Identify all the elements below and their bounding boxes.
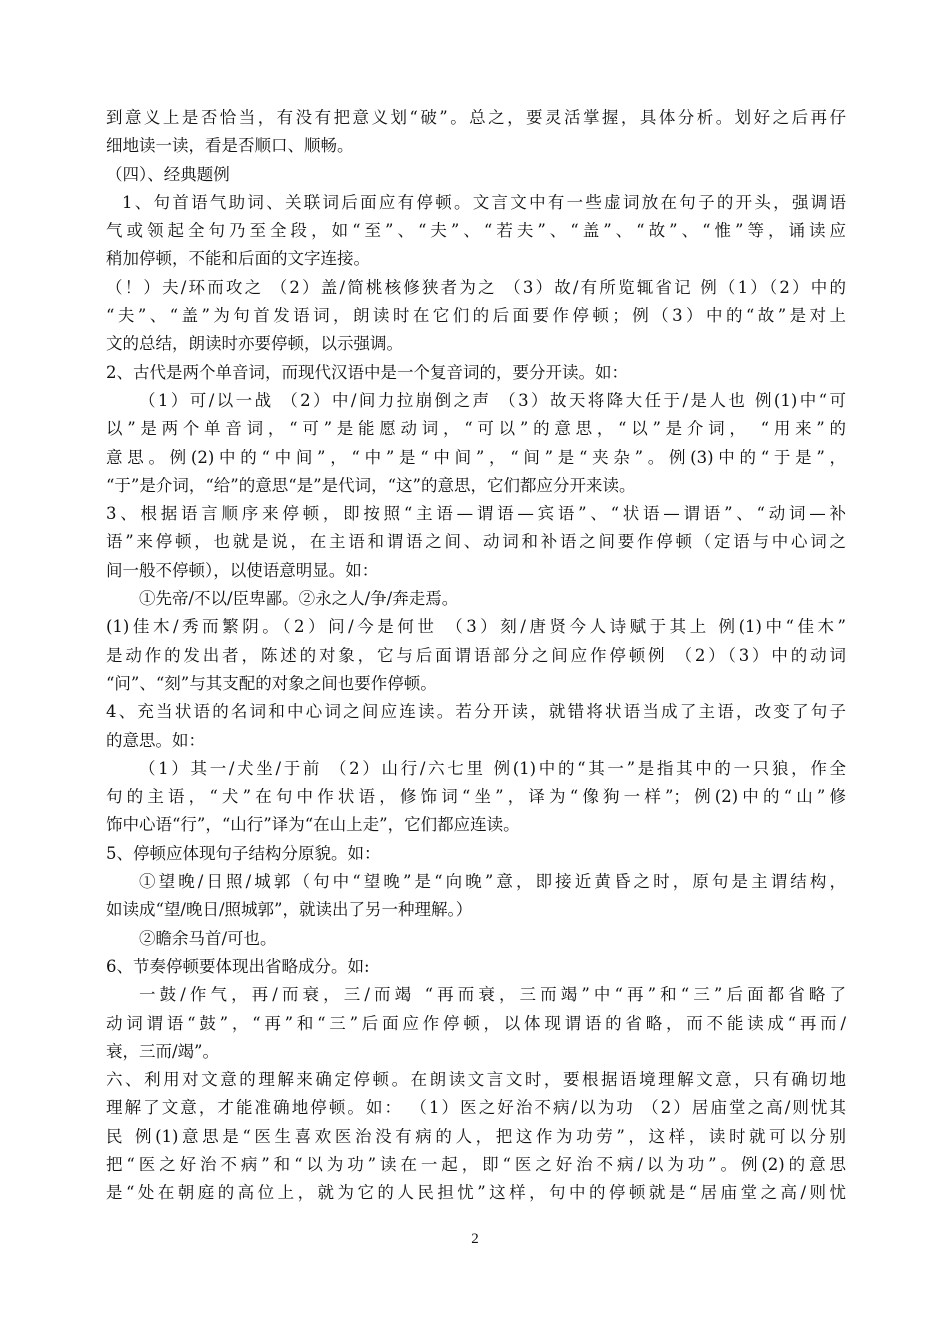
text-line: “问”、“刻”与其支配的对象之间也要作停顿。	[106, 673, 437, 693]
text-line: 2、古代是两个单音词，而现代汉语中是一个复音词的，要分开读。如：	[106, 362, 628, 382]
text-line: 气或领起全句乃至全段，如“至”、“夫”、“若夫”、“盖”、“故”、“惟”等，诵读应	[106, 221, 846, 241]
text-line: 6、节奏停顿要体现出省略成分。如:	[106, 956, 370, 976]
text-line: 饰中心语“行”，“山行”译为“在山上走”，它们都应连读。	[106, 815, 520, 835]
text-line: 稍加停顿，不能和后面的文字连接。	[106, 249, 370, 269]
text-line: 意思。例(2)中的“中间”，“中”是“中间”，“间”是“夹杂”。例(3)中的“于是”，	[106, 447, 846, 467]
text-line: 是动作的发出者，陈述的对象，它与后面谓语部分之间应作停顿例 （2）（3）中的动词	[106, 645, 846, 665]
text-line: 理解了文意，才能准确地停顿。如： （1）医之好治不病/以为功 （2）居庙堂之高/则忧其	[106, 1098, 846, 1118]
text-line: （四）、经典题例	[106, 164, 230, 184]
text-line: 如读成“望/晚日/照城郭”，就读出了另一种理解。）	[106, 900, 473, 920]
text-line: ①望晚/日照/城郭（句中“望晚”是“向晚”意，即接近黄昏之时，原句是主谓结构，	[139, 872, 846, 892]
text-line: 衰，三而/竭”。	[106, 1041, 219, 1061]
text-line: 5、停顿应体现句子结构分原貌。如：	[106, 843, 381, 863]
text-line: （1）其一/犬坐/于前 （2）山行/六七里 例(1)中的“其一”是指其中的一只狼，作全	[139, 758, 846, 778]
document-body	[106, 104, 846, 1208]
text-line: ①先帝/不以/臣卑鄙。②永之人/争/奔走焉。	[139, 589, 459, 609]
text-line: 到意义上是否恰当，有没有把意义划“破”。总之，要灵活掌握，具体分析。划好之后再仔	[106, 108, 846, 127]
text-line: 文的总结，朗读时亦要停顿，以示强调。	[106, 334, 403, 354]
text-line: 六、利用对文意的理解来确定停顿。在朗读文言文时，要根据语境理解文意，只有确切地	[106, 1070, 846, 1090]
text-line: 1、句首语气助词、关联词后面应有停顿。文言文中有一些虚词放在句子的开头，强调语	[122, 192, 846, 212]
text-line: 民 例(1)意思是“医生喜欢医治没有病的人，把这作为功劳”，这样，读时就可以分别	[106, 1126, 846, 1146]
text-line: （！）夫/环而攻之 （2）盖/简桃核修狭者为之 （3）故/有所览辄省记 例（1）（2）中的	[106, 277, 846, 297]
text-line: 句的主语，“犬”在句中作状语，修饰词“坐”，译为“像狗一样”；例(2)中的“山”修	[106, 787, 846, 807]
text-line: 以”是两个单音词，“可”是能愿动词，“可以”的意思，“以”是介词， “用来”的	[106, 419, 846, 439]
text-line: 3、根据语言顺序来停顿，即按照“主语—谓语—宾语”、“状语—谓语”、“动词—补	[106, 504, 846, 524]
page-number: 2	[471, 1231, 479, 1247]
text-line: 语”来停顿，也就是说，在主语和谓语之间、动词和补语之间要作停顿（定语与中心词之	[106, 532, 846, 552]
text-line: 细地读一读，看是否顺口、顺畅。	[106, 136, 354, 156]
text-line: 是“处在朝庭的高位上，就为它的人民担忧”这样，句中的停顿就是“居庙堂之高/则忧	[106, 1183, 846, 1203]
text-line: ②瞻余马首/可也。	[139, 928, 277, 948]
text-line: “于”是介词，“给”的意思“是”是代词，“这”的意思，它们都应分开来读。	[106, 475, 636, 495]
text-line: 间一般不停顿），以使语意明显。如：	[106, 560, 379, 580]
text-line: 把“医之好治不病”和“以为功”读在一起，即“医之好治不病/以为功”。例(2)的意思	[106, 1154, 846, 1174]
text-line: （1）可/以一战 （2）中/间力拉崩倒之声 （3）故天将降大任于/是人也 例(1)中“可	[139, 390, 846, 410]
text-line: “夫”、“盖”为句首发语词，朗读时在它们的后面要作停顿；例（3）中的“故”是对上	[106, 306, 846, 326]
text-line: 的意思。如：	[106, 730, 205, 750]
text-line: 一鼓/作气，再/而衰，三/而竭 “再而衰，三而竭”中“再”和“三”后面都省略了	[139, 985, 846, 1005]
text-line: (1)佳木/秀而繁阴。（2）问/今是何世 （3）刻/唐贤今人诗赋于其上 例(1)中“佳木”	[106, 617, 846, 637]
text-line: 动词谓语“鼓”，“再”和“三”后面应作停顿，以体现谓语的省略，而不能读成“再而/	[106, 1013, 846, 1033]
text-line: 4、充当状语的名词和中心词之间应连读。若分开读，就错将状语当成了主语，改变了句子	[106, 702, 846, 722]
